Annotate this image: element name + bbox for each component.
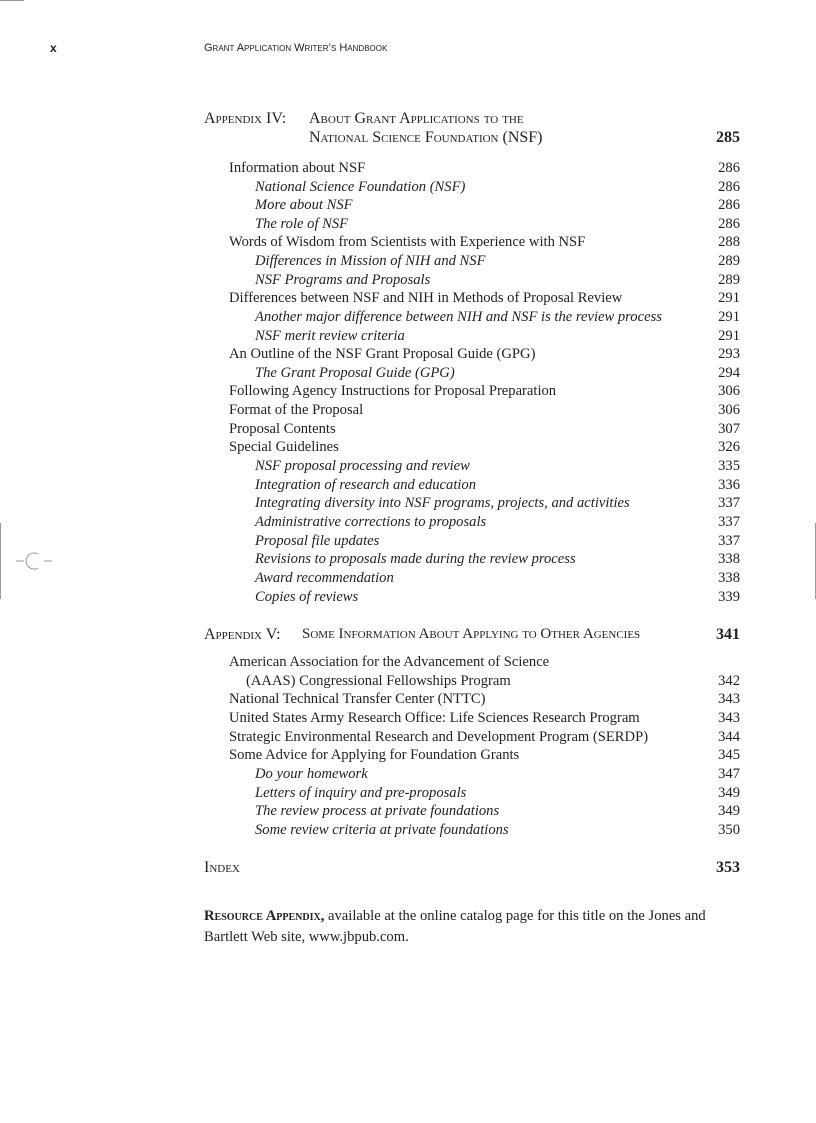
- running-head: Grant Application Writer’s Handbook: [204, 42, 388, 54]
- toc-entry: An Outline of the NSF Grant Proposal Guide (GPG) 293: [229, 346, 740, 362]
- toc-subentry: Do your homework 347: [255, 766, 740, 782]
- toc-entry: Words of Wisdom from Scientists with Experience with NSF 288: [229, 234, 740, 250]
- toc-entry: Strategic Environmental Research and Development Program (SERDP) 344: [229, 729, 740, 745]
- appendix-iv-label: Appendix IV:: [204, 110, 287, 127]
- crop-mark-top: [0, 0, 24, 1]
- appendix-iv-title-line2: National Science Foundation (NSF): [309, 129, 543, 146]
- appendix-v-label: Appendix V:: [204, 626, 281, 643]
- toc-subentry: Another major difference between NIH and NSF is the review process 291: [255, 309, 740, 325]
- toc-subentry: National Science Foundation (NSF) 286: [255, 179, 740, 195]
- appendix-iv-page: 285: [716, 129, 740, 146]
- toc-subentry: Award recommendation 338: [255, 570, 740, 586]
- index-heading: [204, 859, 740, 881]
- toc-subentry: Proposal file updates 337: [255, 533, 740, 549]
- resource-appendix-text: available at the online catalog page for this title on the Jones and Bartlett Web site, www.jbpub.com.: [204, 908, 706, 945]
- toc-subentry: NSF merit review criteria 291: [255, 328, 740, 344]
- toc-entry: Format of the Proposal 306: [229, 402, 740, 418]
- resource-appendix-label: Resource Appendix,: [204, 908, 325, 924]
- toc-subentry: More about NSF 286: [255, 197, 740, 213]
- appendix-iv-heading: [204, 110, 740, 152]
- toc-entry: Following Agency Instructions for Proposal Preparation 306: [229, 383, 740, 399]
- index-page: 353: [716, 859, 740, 876]
- toc-subentry: Integrating diversity into NSF programs, projects, and activities 337: [255, 495, 740, 511]
- toc-entry: American Association for the Advancement of Science: [229, 654, 550, 670]
- registration-mark-icon: [16, 550, 56, 572]
- toc-subentry: Administrative corrections to proposals 337: [255, 514, 740, 530]
- toc-entry-continued: (AAAS) Congressional Fellowships Program 342: [246, 673, 740, 689]
- appendix-v-heading: [204, 626, 740, 648]
- toc-subentry: NSF Programs and Proposals 289: [255, 272, 740, 288]
- appendix-v-page: 341: [716, 626, 740, 643]
- toc-entry: Proposal Contents 307: [229, 421, 740, 437]
- toc-entry: United States Army Research Office: Life Sciences Research Program 343: [229, 710, 740, 726]
- toc-subentry: Differences in Mission of NIH and NSF 289: [255, 253, 740, 269]
- index-label: Index: [204, 859, 240, 876]
- toc-subentry: Letters of inquiry and pre-proposals 349: [255, 785, 740, 801]
- toc-subentry: Copies of reviews 339: [255, 589, 740, 605]
- toc-entry: Differences between NSF and NIH in Methods of Proposal Review 291: [229, 290, 740, 306]
- toc-subentry: Integration of research and education 336: [255, 477, 740, 493]
- toc-entry: National Technical Transfer Center (NTTC) 343: [229, 691, 740, 707]
- toc-subentry: The role of NSF 286: [255, 216, 740, 232]
- toc-subentry: Some review criteria at private foundations 350: [255, 822, 740, 838]
- toc-entry: Some Advice for Applying for Foundation Grants 345: [229, 747, 740, 763]
- toc-entry: Special Guidelines 326: [229, 439, 740, 455]
- appendix-iv-title-line1: About Grant Applications to the: [309, 110, 524, 127]
- toc-subentry: Revisions to proposals made during the review process 338: [255, 551, 740, 567]
- toc-subentry: The review process at private foundations 349: [255, 803, 740, 819]
- toc-subentry: NSF proposal processing and review 335: [255, 458, 740, 474]
- page-number: x: [50, 41, 57, 55]
- crop-mark-left: [0, 523, 1, 599]
- toc-entry: Information about NSF 286: [229, 160, 740, 176]
- resource-appendix-note: [204, 906, 740, 948]
- appendix-v-title: Some Information About Applying to Other Agencies: [302, 626, 641, 642]
- toc-subentry: The Grant Proposal Guide (GPG) 294: [255, 365, 740, 381]
